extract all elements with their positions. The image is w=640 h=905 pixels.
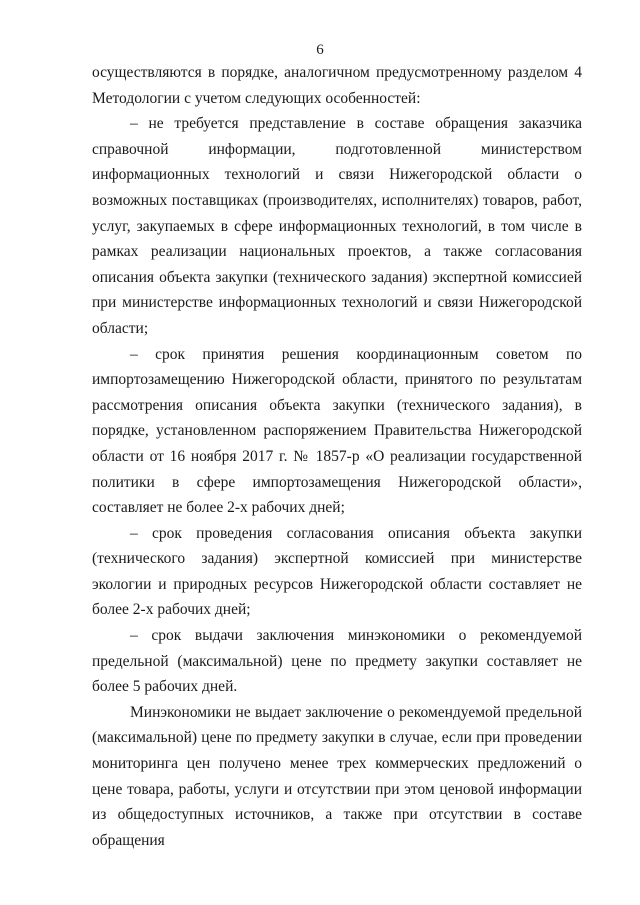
paragraph-item-2: – срок принятия решения координационным советом по импортозамещению Нижегородской области, принятого по результатам рассмотрения описания объекта закупки (технического задания), в порядке, установленном распоряжением Правительства Нижегородской области от 16 ноября 2017 г. № 1857-р «О реализации государственной политики в сфере импортозамещения Нижегородской области», составляет не более 2-х рабочих дней; <box>92 345 582 517</box>
document-body <box>92 60 582 853</box>
paragraph-item-4: – срок выдачи заключения минэкономики о рекомендуемой предельной (максимальной) цене по предмету закупки составляет не более 5 рабочих дней. <box>92 627 582 696</box>
paragraph-item-1: – не требуется представление в составе обращения заказчика справочной информации, подготовленной министерством информационных технологий и связи Нижегородской области о возможных поставщиках (производителях, исполнителях) товаров, работ, услуг, закупаемых в сфере информационных технологий, в том числе в рамках реализации национальных проектов, а также согласования описания объекта закупки (технического задания) экспертной комиссией при министерстве информационных технологий и связи Нижегородской области; <box>92 115 582 337</box>
paragraph-conclusion: Минэкономики не выдает заключение о рекомендуемой предельной (максимальной) цене по предмету закупки в случае, если при проведении мониторинга цен получено менее трех коммерческих предложений о цене товара, работы, услуги и отсутствии при этом ценовой информации из общедоступных источников, а также при отсутствии в составе обращения <box>92 703 582 849</box>
paragraph-intro: осуществляются в порядке, аналогичном предусмотренному разделом 4 Методологии с учетом следующих особенностей: <box>92 64 582 107</box>
paragraph-item-3: – срок проведения согласования описания объекта закупки (технического задания) экспертной комиссией при министерстве экологии и природных ресурсов Нижегородской области составляет не более 2-х рабочих дней; <box>92 524 582 619</box>
page-number: 6 <box>316 42 324 58</box>
